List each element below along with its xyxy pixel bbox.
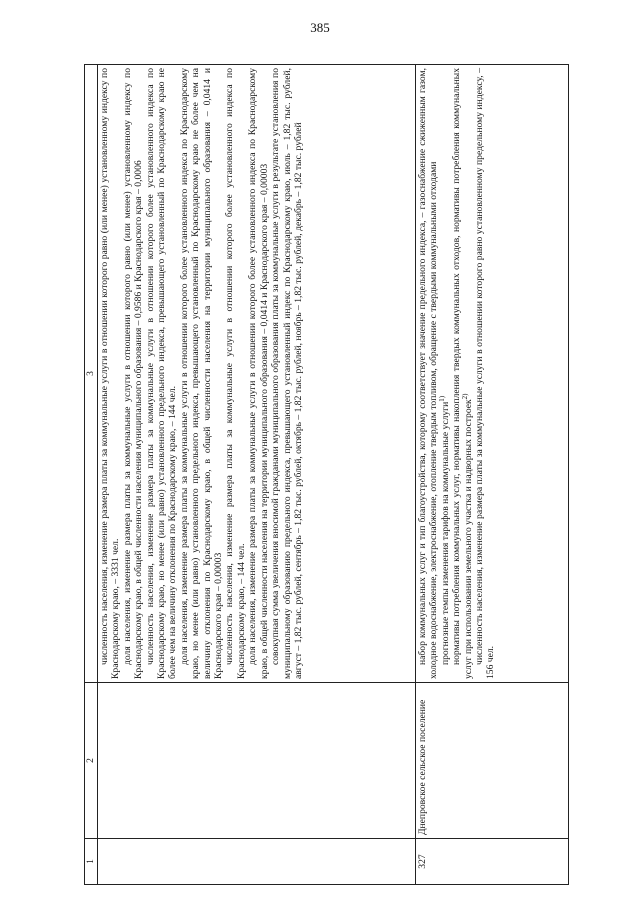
table-row-continued — [98, 65, 416, 885]
paragraph: численность населения, изменение размера платы за коммунальные услуги в отношении которого равно установленному предельному индексу, – 156 чел. — [474, 68, 497, 679]
cell-settlement-name: Днепровское сельское поселение — [416, 683, 569, 839]
rotated-table-sheet — [84, 65, 569, 885]
cell-indicators-continued — [98, 65, 416, 683]
paragraph: численность населения, изменение размера платы за коммунальные услуги в отношении которого равно (или менее) установленному индексу по Краснодарскому краю, – 3331 чел. — [99, 68, 122, 679]
page-number: 385 — [310, 20, 330, 35]
paragraph: набор коммунальных услуг и тип благоустройства, которому соответствует значение предельного индекса, – газоснабжение сжиженным газом, холодное водоснабжение, электроснабжение, отопление твердым топливом, обращение с твердыми коммунальными отходами — [417, 68, 440, 679]
footnote-mark: 2) — [460, 393, 469, 400]
cell-indicators — [416, 65, 569, 683]
header-col-3: 3 — [85, 65, 98, 683]
paragraph: доля населения, изменение размера платы за коммунальные услуги в отношении которого равно (или менее) установленному индексу по Краснодарскому краю, в общей численности населения муниципального образования – 0,9586 и Краснодарского края – 0,0006 — [121, 68, 145, 679]
paragraph: совокупная сумма увеличения вносимой гражданами муниципального образования платы за коммунальные услуги в результате установления по муниципальному образованию предельного индекса, превышающего установленный индекс по Краснодарскому краю, июль – 1,82 тыс. рублей, август – 1,82 тыс. рублей, сентябрь – 1,82 тыс. рублей, октябрь – 1,82 тыс. рублей, ноябрь – 1,82 тыс. рублей, декабрь – 1,82 тыс. рублей — [270, 68, 304, 679]
paragraph — [451, 68, 474, 679]
footnote-mark: 1) — [437, 395, 446, 402]
paragraph: доля населения, изменение размера платы за коммунальные услуги в отношении которого более установленного индекса по Краснодарскому краю, в общей численности населения на территории муниципального образования – 0,0414 и Краснодарского края – 0,00003 — [247, 68, 270, 679]
cell-row-number: 327 — [416, 839, 569, 885]
paragraph-text: нормативы потребления коммунальных услуг, нормативы накопления твердых коммунальных отходов, нормативы потребления коммунальных услуг при использовании земельного участка и надворных построек — [451, 68, 474, 679]
table-row-327 — [416, 65, 569, 885]
paragraph: доля населения, изменение размера платы за коммунальные услуги в отношении которого более установленного индекса по Краснодарскому краю, но менее (или равно) установленного предельного индекса, превышающего установленный по Краснодарскому краю не более чем на величину отклонения по Краснодарскому краю, в общей численности населения на территории муниципального образования – 0,0414 и Краснодарского края – 0,00003 — [178, 68, 225, 679]
table-header-row — [85, 65, 98, 885]
header-col-1: 1 — [85, 839, 98, 885]
paragraph: численность населения, изменение размера платы за коммунальные услуги в отношении которого более установленного индекса по Краснодарскому краю, – 144 чел. — [224, 68, 247, 679]
tariff-table — [84, 64, 569, 885]
paragraph — [437, 68, 451, 679]
cell-empty-num — [98, 839, 416, 885]
paragraph-text: прогнозные темпы изменения тарифов на коммунальные услуги — [439, 401, 451, 665]
header-col-2: 2 — [85, 683, 98, 839]
cell-empty-settlement — [98, 683, 416, 839]
paragraph: численность населения, изменение размера платы за коммунальные услуги в отношении которого более установленного индекса по Краснодарскому краю, но менее (или равно) установленного предельного индекса, превышающего установленный по Краснодарскому краю не более чем на величину отклонения по Краснодарскому краю, – 144 чел. — [144, 68, 179, 679]
